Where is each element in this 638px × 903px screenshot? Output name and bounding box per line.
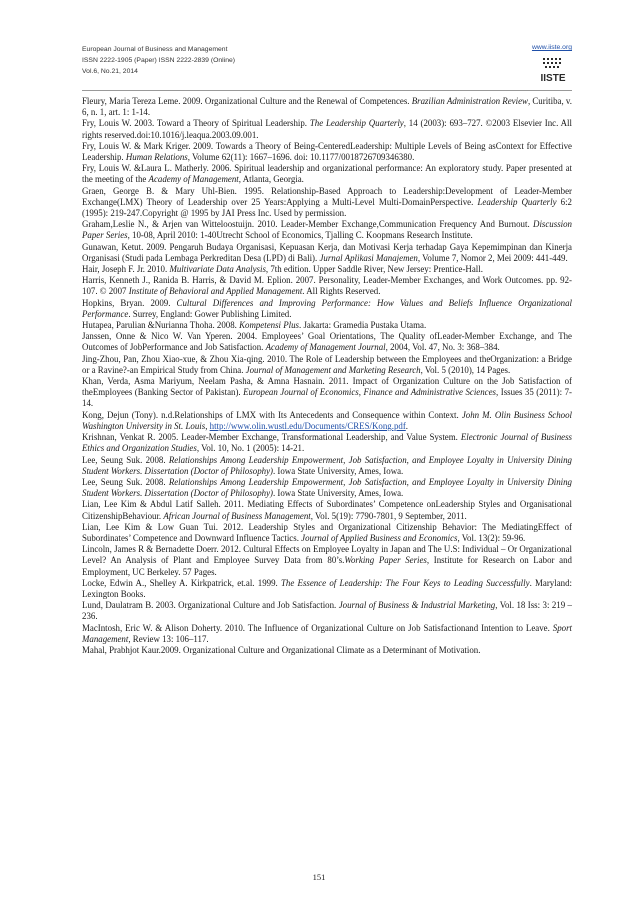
reference-text: Mahal, Prabhjot Kaur.2009. Organizational Culture and Organizational Climate as a Determinant of Motivation. (82, 644, 481, 655)
reference-entry (82, 264, 572, 275)
reference-entry (82, 600, 572, 622)
reference-details: , 7th edition. Upper Saddle River, New Jersey: Prentice-Hall. (265, 264, 483, 275)
reference-source-title: European Journal of Economics, Finance and Administrative Sciences (243, 387, 497, 398)
reference-details: , Institute for Research on Labor and Employment, UC Berkeley. 57 Pages. (82, 555, 572, 577)
reference-entry (82, 118, 572, 140)
reference-text: Lian, Lee Kim & Abdul Latif Salleh. 2011. Mediating Effects of Subordinates’ Competence onLeadership Styles and Organisational CitizenshipBehaviour. (82, 499, 572, 521)
reference-details: , Curitiba, v. 6, n. 1, art. 1: 1-14. (82, 96, 572, 118)
reference-details: . All Rights Reserved. (302, 286, 381, 297)
reference-text: Fry, Louis W. & Mark Kriger. 2009. Towards a Theory of Being-CenteredLeadership: Multiple Levels of Being asContext for Effective Leadership. (82, 140, 572, 163)
reference-source-title: Human Relations (125, 152, 188, 163)
reference-source-title: Journal of Management and Marketing Research (245, 364, 421, 375)
reference-details: . Iowa State University, Ames, Iowa. (272, 465, 404, 476)
reference-source-title: Cultural Differences and Improving Performance: How Values and Beliefs Influence Organizational Performance (82, 297, 572, 319)
iiste-logo (536, 58, 570, 84)
reference-text: Kong, Dejun (Tony). n.d.Relationships of LMX with Its Antecedents and Consequence within Context. (82, 409, 462, 420)
reference-text: Lian, Lee Kim & Low Guan Tui. 2012. Leadership Styles and Organizational Citizenship Behavior: The MediatingEffect of Subordinates’ Competence and Downward Influence Tactics. (82, 521, 572, 543)
reference-details: . Surrey, England: Gower Publishing Limited. (128, 308, 292, 319)
reference-source-title: Relationships Among Leadership Empowerment, Job Satisfaction, and Employee Loyalty in University Dining Student Workers. Dissertation (Doctor of Philosophy) (82, 476, 572, 499)
reference-source-title: African Journal of Business Management (163, 510, 311, 521)
reference-details: . Maryland: Lexington Books. (82, 577, 572, 599)
reference-source-title: Electronic Journal of Business Ethics and Organization Studies (82, 432, 572, 454)
reference-details: , Review 13: 106–117. (128, 633, 209, 644)
reference-entry (82, 499, 572, 521)
page-header (82, 44, 572, 90)
reference-entry (82, 376, 572, 410)
reference-details: 6:2 (1995): 219-247.Copyright @ 1995 by JAI Press Inc. Used by permission. (82, 196, 572, 219)
reference-entry (82, 141, 572, 163)
reference-text: MacIntosh, Eric W. & Alison Doherty. 2010. The Influence of Organizational Culture on Job Satisfactionand Intention to Leave. (82, 622, 553, 633)
reference-details: , (205, 420, 210, 431)
reference-entry (82, 163, 572, 185)
reference-text: Fry, Louis W. 2003. Toward a Theory of Spiritual Leadership. (82, 118, 310, 129)
reference-source-title: Academy of Management (148, 174, 239, 185)
reference-text: Harris, Kenneth J., Ranida B. Harris, & David M. Eplion. 2007. Personality, Leader-Member Exchanges, and Work Outcomes. pp. 92-107. © 2007 (82, 275, 572, 297)
reference-entry (82, 432, 572, 454)
reference-details: , 2004, Vol. 47, No. 3: 368–384. (385, 342, 500, 353)
reference-details: , Vol. 18 Iss: 3: 219 – 236. (82, 600, 572, 622)
reference-entry (82, 544, 572, 578)
reference-details: , Vol. 10, No. 1 (2005): 14-21. (196, 443, 305, 454)
logo-text: IISTE (540, 73, 566, 84)
reference-entry (82, 477, 572, 499)
reference-link[interactable]: http://www.olin.wustl.edu/Documents/CRES/Kong.pdf (209, 420, 406, 431)
reference-details: , Atlanta, Georgia. (238, 174, 304, 185)
reference-entry (82, 645, 572, 656)
reference-entry (82, 354, 572, 376)
reference-entry (82, 623, 572, 645)
reference-source-title: The Essence of Leadership: The Four Keys to Leading Successfully (280, 577, 530, 588)
reference-entry (82, 578, 572, 600)
page-number: 151 (312, 872, 326, 882)
reference-entry (82, 522, 572, 544)
reference-details: . Jakarta: Gramedia Pustaka Utama. (299, 320, 427, 331)
reference-source-title: Academy of Management Journal (265, 342, 386, 353)
reference-entry (82, 410, 572, 432)
reference-source-title: Institute of Behavioral and Applied Management (128, 286, 303, 297)
reference-text: Lund, Daulatram B. 2003. Organizational Culture and Job Satisfaction. (82, 600, 339, 611)
reference-entry (82, 275, 572, 297)
reference-text: Lee, Seung Suk. 2008. (82, 476, 169, 487)
volume-line: Vol.6, No.21, 2014 (82, 68, 138, 75)
reference-entry (82, 331, 572, 353)
reference-text: Gunawan, Ketut. 2009. Pengaruh Budaya Organisasi, Kepuasan Kerja, dan Motivasi Kerja terhadap Gaya Kepemimpinan dan Kinerja Organisasi (Studi pada Lembaga Perkreditan Desa (LPD) di Bali). (82, 241, 572, 263)
reference-details: , Volume 7, Nomor 2, Mei 2009: 441-449. (417, 252, 568, 263)
reference-text: Hopkins, Bryan. 2009. (82, 297, 177, 308)
reference-source-title: Relationships Among Leadership Empowerment, Job Satisfaction, and Employee Loyalty in University Dining Student Workers. Dissertation (Doctor of Philosophy) (82, 454, 572, 476)
reference-source-title: Journal of Business & Industrial Marketing (338, 600, 496, 611)
reference-details: , Vol. 13(2): 59-96. (457, 532, 526, 543)
reference-details: , Vol. 5(19): 7790-7801, 9 September, 2011. (310, 510, 467, 521)
issn-line: ISSN 2222-1905 (Paper) ISSN 2222-2839 (Online) (82, 57, 236, 64)
reference-text: Fry, Louis W. &Laura L. Matherly. 2006. Spiritual leadership and organizational performance: An exploratory study. Paper presented at the meeting of the (82, 163, 572, 185)
reference-details: , Vol. 5 (2010), 14 Pages. (420, 364, 511, 375)
header-divider (82, 90, 572, 91)
reference-source-title: Brazilian Administration Review (411, 96, 528, 106)
reference-source-title: Working Paper Series (344, 555, 427, 566)
reference-entry (82, 455, 572, 477)
reference-text: Hair, Joseph F. Jr. 2010. (82, 264, 170, 275)
reference-entry (82, 242, 572, 264)
reference-details: , 10-08, April 2010: 1-40Utrecht School of Economics, Tjalling C. Koopmans Research Institute. (127, 230, 473, 241)
reference-source-title: Jurnal Aplikasi Manajemen (319, 252, 418, 263)
reference-text: Hutapea, Parulian &Nurianna Thoha. 2008. (82, 320, 240, 331)
reference-entry (82, 298, 572, 320)
reference-text: Lee, Seung Suk. 2008. (82, 454, 169, 465)
reference-text: Jing-Zhou, Pan, Zhou Xiao-xue, & Zhou Xia-qing. 2010. The Role of Leadership between the Employees and theOrganization: a Bridge or a Ravine?-an Empirical Study from China. (82, 353, 572, 375)
reference-text: Krishnan, Venkat R. 2005. Leader-Member Exchange, Transformational Leadership, and Value System. (82, 432, 461, 443)
reference-source-title: Sport Management (82, 622, 572, 644)
reference-text: Lincoln, James R & Bernadette Doerr. 2012. Cultural Effects on Employee Loyalty in Japan and The U.S: Individual – Or Organizational Level? An Analysis of Plant and Employee Survey Data from 80’s. (82, 544, 572, 566)
reference-details: , Volume 62(11): 1667–1696. doi: 10.1177/0018726709346380. (187, 152, 415, 163)
reference-text: Graen, George B. & Mary Uhl-Bien. 1995. Relationship-Based Approach to Leadership:Development of Leader-Member Exchange(LMX) Theory of Leadership over 25 Years:Applying a Multi-Level Multi-DomainPerspective. (82, 185, 572, 207)
reference-tail: . (405, 420, 408, 431)
reference-source-title: Discussion Paper Series (82, 219, 572, 241)
reference-source-title: The Leadership Quarterly (309, 118, 404, 129)
reference-source-title: Multivariate Data Analysis (169, 264, 266, 275)
journal-name: European Journal of Business and Management (82, 46, 228, 53)
reference-entry (82, 320, 572, 331)
reference-source-title: Journal of Applied Business and Economics (301, 532, 458, 543)
reference-entry (82, 96, 572, 118)
reference-text: Janssen, Onne & Nico W. Van Yperen. 2004. Employees’ Goal Orientations, The Quality ofLeader-Member Exchange, and The Outcomes of JobPerformance and Job Satisfaction. (82, 331, 572, 353)
reference-entry (82, 186, 572, 220)
reference-source-title: Leadership Quarterly (477, 196, 557, 207)
reference-text: Locke, Edwin A., Shelley A. Kirkpatrick, et.al. 1999. (82, 577, 281, 588)
journal-website-link[interactable]: www.iiste.org (531, 44, 572, 51)
reference-details: . Iowa State University, Ames, Iowa. (272, 488, 404, 499)
reference-text: Graham,Leslie N., & Arjen van Witteloostuijn. 2010. Leader-Member Exchange,Communication Frequency And Burnout. (82, 219, 534, 230)
reference-text: Fleury, Maria Tereza Leme. 2009. Organizational Culture and the Renewal of Competences. (82, 96, 412, 106)
reference-text: Khan, Verda, Asma Mariyum, Neelam Pasha, & Amna Hasnain. 2011. Impact of Organization Culture on the Job Satisfaction of theEmployees (Banking Sector of Pakistan). (82, 376, 572, 398)
reference-source-title: Kompetensi Plus (239, 320, 299, 331)
reference-source-title: John M. Olin Business School Washington University in St. Louis (82, 409, 573, 431)
reference-details: , 14 (2003): 693–727. ©2003 Elsevier Inc. All rights reserved.doi:10.1016/j.leaqua.2003.09.001. (82, 118, 572, 140)
reference-details: , Issues 35 (2011): 7-14. (82, 387, 572, 409)
reference-entry (82, 219, 572, 241)
reference-list (82, 96, 572, 656)
